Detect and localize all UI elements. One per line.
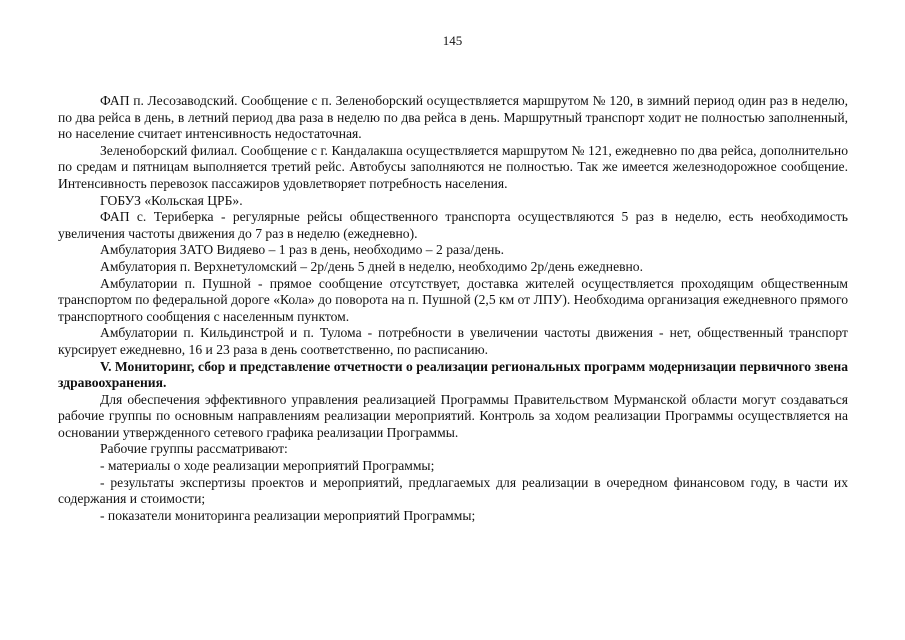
page-number: 145 [442,33,463,48]
paragraph-fap-teriberka: ФАП с. Териберка - регулярные рейсы общественного транспорта осуществляются 5 раз в неделю, есть необходимость увеличения частоты движения до 7 раз в неделю (ежедневно). [58,209,848,241]
section-heading: V. Мониторинг, сбор и представление отчетности о реализации региональных программ модернизации первичного звена здравоохранения. [58,358,848,391]
list-item-expertise: - результаты экспертизы проектов и мероприятий, предлагаемых для реализации в очередном финансовом году, в части их содержания и стоимости; [58,474,848,507]
list-item-materials: - материалы о ходе реализации мероприятий Программы; [100,458,435,474]
paragraph-verkhnetulomsky: Амбулатория п. Верхнетуломский – 2р/день 5 дней в неделю, необходимо 2р/день ежедневно. [100,258,644,274]
paragraph-vidyaevo: Амбулатория ЗАТО Видяево – 1 раз в день, необходимо – 2 раза/день. [100,242,505,258]
paragraph-management: Для обеспечения эффективного управления реализацией Программы Правительством Мурманской области могут создаваться рабочие группы по основным направлениям реализации мероприятий. Контроль за ходом реализации Программы осуществляется на основании утвержденного сетевого графика реализации Программы. [58,391,848,440]
list-item-monitoring: - показатели мониторинга реализации мероприятий Программы; [100,507,476,523]
paragraph-working-groups: Рабочие группы рассматривают: [100,441,288,457]
paragraph-zelenoborsky-branch: Зеленоборский филиал. Сообщение с г. Кандалакша осуществляется маршрутом № 121, ежедневно по два рейса, дополнительно по средам и пятницам выполняется третий рейс. Автобусы заполняются не полностью. Так же имеется железнодорожное сообщение. Интенсивность перевозок пассажиров удовлетворяет потребность населения. [58,142,848,191]
paragraph-kildinstroy-tuloma: Амбулатории п. Кильдинстрой и п. Тулома - потребности в увеличении частоты движения - нет, общественный транспорт курсирует ежедневно, 16 и 23 раза в день соответственно, по расписанию. [58,325,848,357]
document-body [58,93,848,524]
paragraph-fap-lesozavodsky: ФАП п. Лесозаводский. Сообщение с п. Зеленоборский осуществляется маршрутом № 120, в зимний период один раз в неделю, по два рейса в день, в летний период два раза в неделю по два рейса в день. Маршрутный транспорт ходит не полностью заполненный, но население считает интенсивность недостаточная. [58,93,848,142]
paragraph-kola-crb: ГОБУЗ «Кольская ЦРБ». [100,192,243,208]
paragraph-pushnoy: Амбулатории п. Пушной - прямое сообщение отсутствует, доставка жителей осуществляется проходящим общественным транспортом по федеральной дороге «Кола» до поворота на п. Пушной (2,5 км от ЛПУ). Необходима организация ежедневного прямого транспортного сообщения с населенным пунктом. [58,275,848,324]
